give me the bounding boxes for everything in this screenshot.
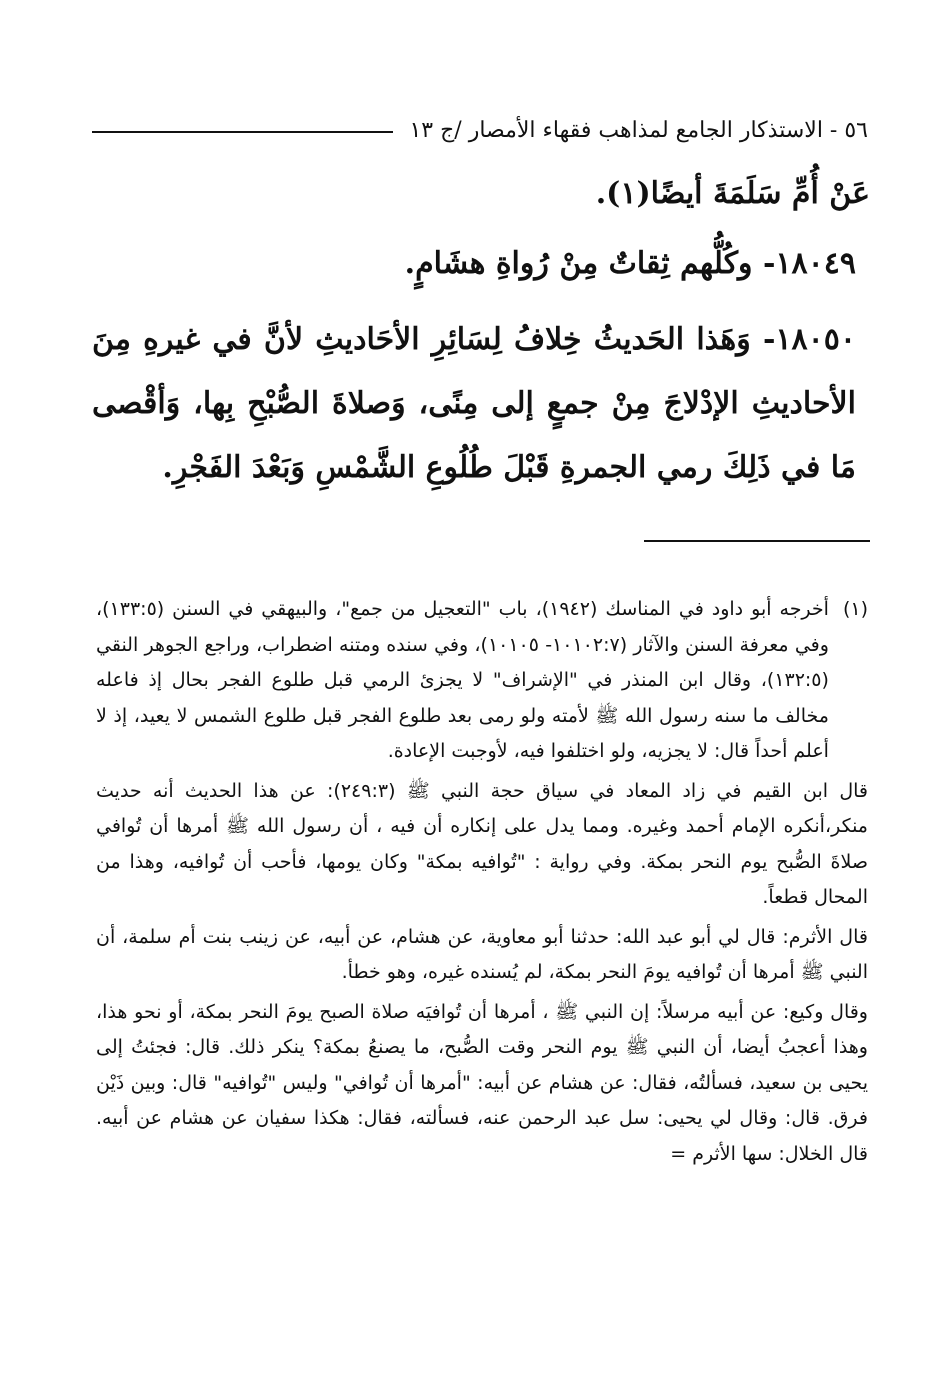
main-text xyxy=(92,170,870,520)
entry-18050: ١٨٠٥٠- وَهَذا الحَديثُ خِلافُ لِسَائِرِ الأحَاديثِ لأنَّ في غيرهِ مِنَ الأحاديثِ الإدْلاجَ مِنْ جمعٍ إلى مِنًى، وَصلاةَ الصُّبْحِ بِها، وَأقْصى مَا في ذَلِكَ رمي الجمرةِ قَبْلَ طُلُوعِ الشَّمْسِ وَبَعْدَ الفَجْرِ. xyxy=(92,322,856,485)
main-line-continuation: عَنْ أُمِّ سَلَمَةَ أيضًا(١). xyxy=(595,176,870,211)
running-head-text: ٥٦ - الاستذكار الجامع لمذاهب فقهاء الأمصار /ج ١٣ xyxy=(409,117,868,143)
footnote-text: أخرجه أبو داود في المناسك (١٩٤٢)، باب "التعجيل من جمع"، والبيهقي في السنن (١٣٣:٥)، وفي معرفة السنن والآثار (١٠١٠٢:٧- ١٠١٠٥)، وفي سنده ومتنه اضطراب، وراجع الجوهر النقي (١٣٢:٥)، وقال ابن المنذر في "الإشراف" لا يجزئ الرمي قبل طلوع الفجر بحال إذ فاعله مخالف ما سنه رسول الله ﷺ لأمته ولو رمى بعد طلوع الفجر قبل طلوع الشمس لا يعيد، إذ لا أعلم أحداً قال: لا يجزيه، ولو اختلفوا فيه، لأوجبت الإعادة. xyxy=(96,598,829,762)
footnote-separator xyxy=(644,540,870,542)
footnote-marker: (١) xyxy=(842,598,868,620)
footnote-paragraph: قال ابن القيم في زاد المعاد في سياق حجة النبي ﷺ (٢٤٩:٣): عن هذا الحديث أنه حديث منكر،أنكره الإمام أحمد وغيره. ومما يدل على إنكاره أن فيه ، أن رسول الله ﷺ أمرها أن تُوافي صلاةَ الصُّبح يوم النحر بمكة. وفي رواية : "تُوافيه بمكة" وكان يومها، فأحب أن تُوافيه، وهذا من المحال قطعاً. xyxy=(96,779,868,908)
footnotes xyxy=(96,592,868,1172)
entry-18049: ١٨٠٤٩- وكُلُّهم ثِقاتٌ مِنْ رُواةِ هشَامٍ. xyxy=(404,246,856,281)
footnote-paragraph: وقال وكيع: عن أبيه مرسلاً: إن النبي ﷺ ، أمرها أن تُوافيَه صلاة الصبح يومَ النحر بمكة، أو نحو هذا، وهذا أعجبُ أيضا، أن النبي ﷺ يوم النحر وقت الصُّبح، ما يصنعُ بمكة؟ ينكر ذلك. قال: فجئتُ إلى يحيى بن سعيد، فسألتُه، فقال: عن هشام عن أبيه: "أمرها أن تُوافي" وليس "تُوافيه" قال: وبين ذَيْن فرق. قال: وقال لي يحيى: سل عبد الرحمن عنه، فسألته، فقال: هكذا سفيان عن هشام عن أبيه. قال الخلال: سها الأثرم = xyxy=(96,1000,868,1165)
footnote-paragraph: قال الأثرم: قال لي أبو عبد الله: حدثنا أبو معاوية، عن هشام، عن أبيه، عن زينب بنت أم سلمة، أن النبي ﷺ أمرها أن تُوافيه يومَ النحر بمكة، لم يُسنده غيره، وهو خطأ. xyxy=(96,925,868,983)
header-rule xyxy=(92,131,393,133)
footnote-1 xyxy=(96,592,868,770)
running-header xyxy=(92,112,868,148)
